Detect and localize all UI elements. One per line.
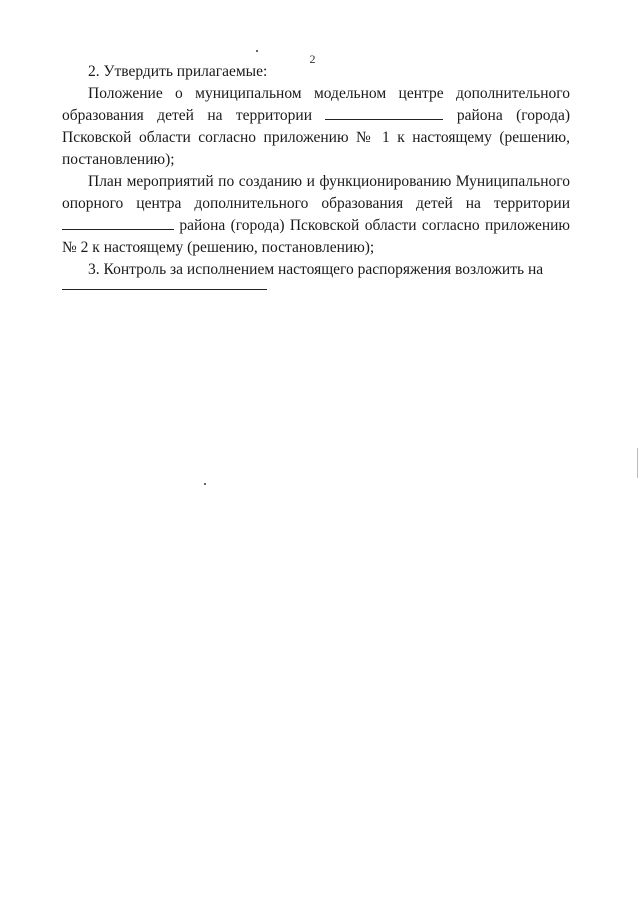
paragraph-2-text-start: План мероприятий по созданию и функционированию Муниципального опорного центра дополнительного образования детей на территории (62, 173, 570, 212)
item-3-paragraph: 3. Контроль за исполнением настоящего распоряжения возложить на (88, 261, 544, 278)
item-2-paragraph-1 (62, 83, 570, 171)
scan-speck (256, 50, 258, 52)
item-2-paragraph-2 (62, 171, 570, 259)
paragraph-2-text-end: района (города) Псковской области согласно приложению № 2 к настоящему (решению, постановлению); (62, 217, 570, 256)
item-2-heading: 2. Утвердить прилагаемые: (88, 63, 268, 80)
fill-in-blank-district (62, 215, 174, 230)
paragraph-1-text-end: района (города) Псковской области согласно приложению № 1 к настоящему (решению, постановлению); (62, 107, 570, 168)
paragraph-1-text-start: Положение о муниципальном модельном центре дополнительного образования детей на территории (62, 85, 570, 124)
page-number: 2 (309, 52, 316, 66)
scan-speck (204, 483, 206, 485)
fill-in-blank-district (325, 105, 443, 120)
document-body (62, 61, 570, 290)
fill-in-blank-responsible-person (62, 289, 267, 290)
scan-edge-mark (637, 448, 638, 478)
